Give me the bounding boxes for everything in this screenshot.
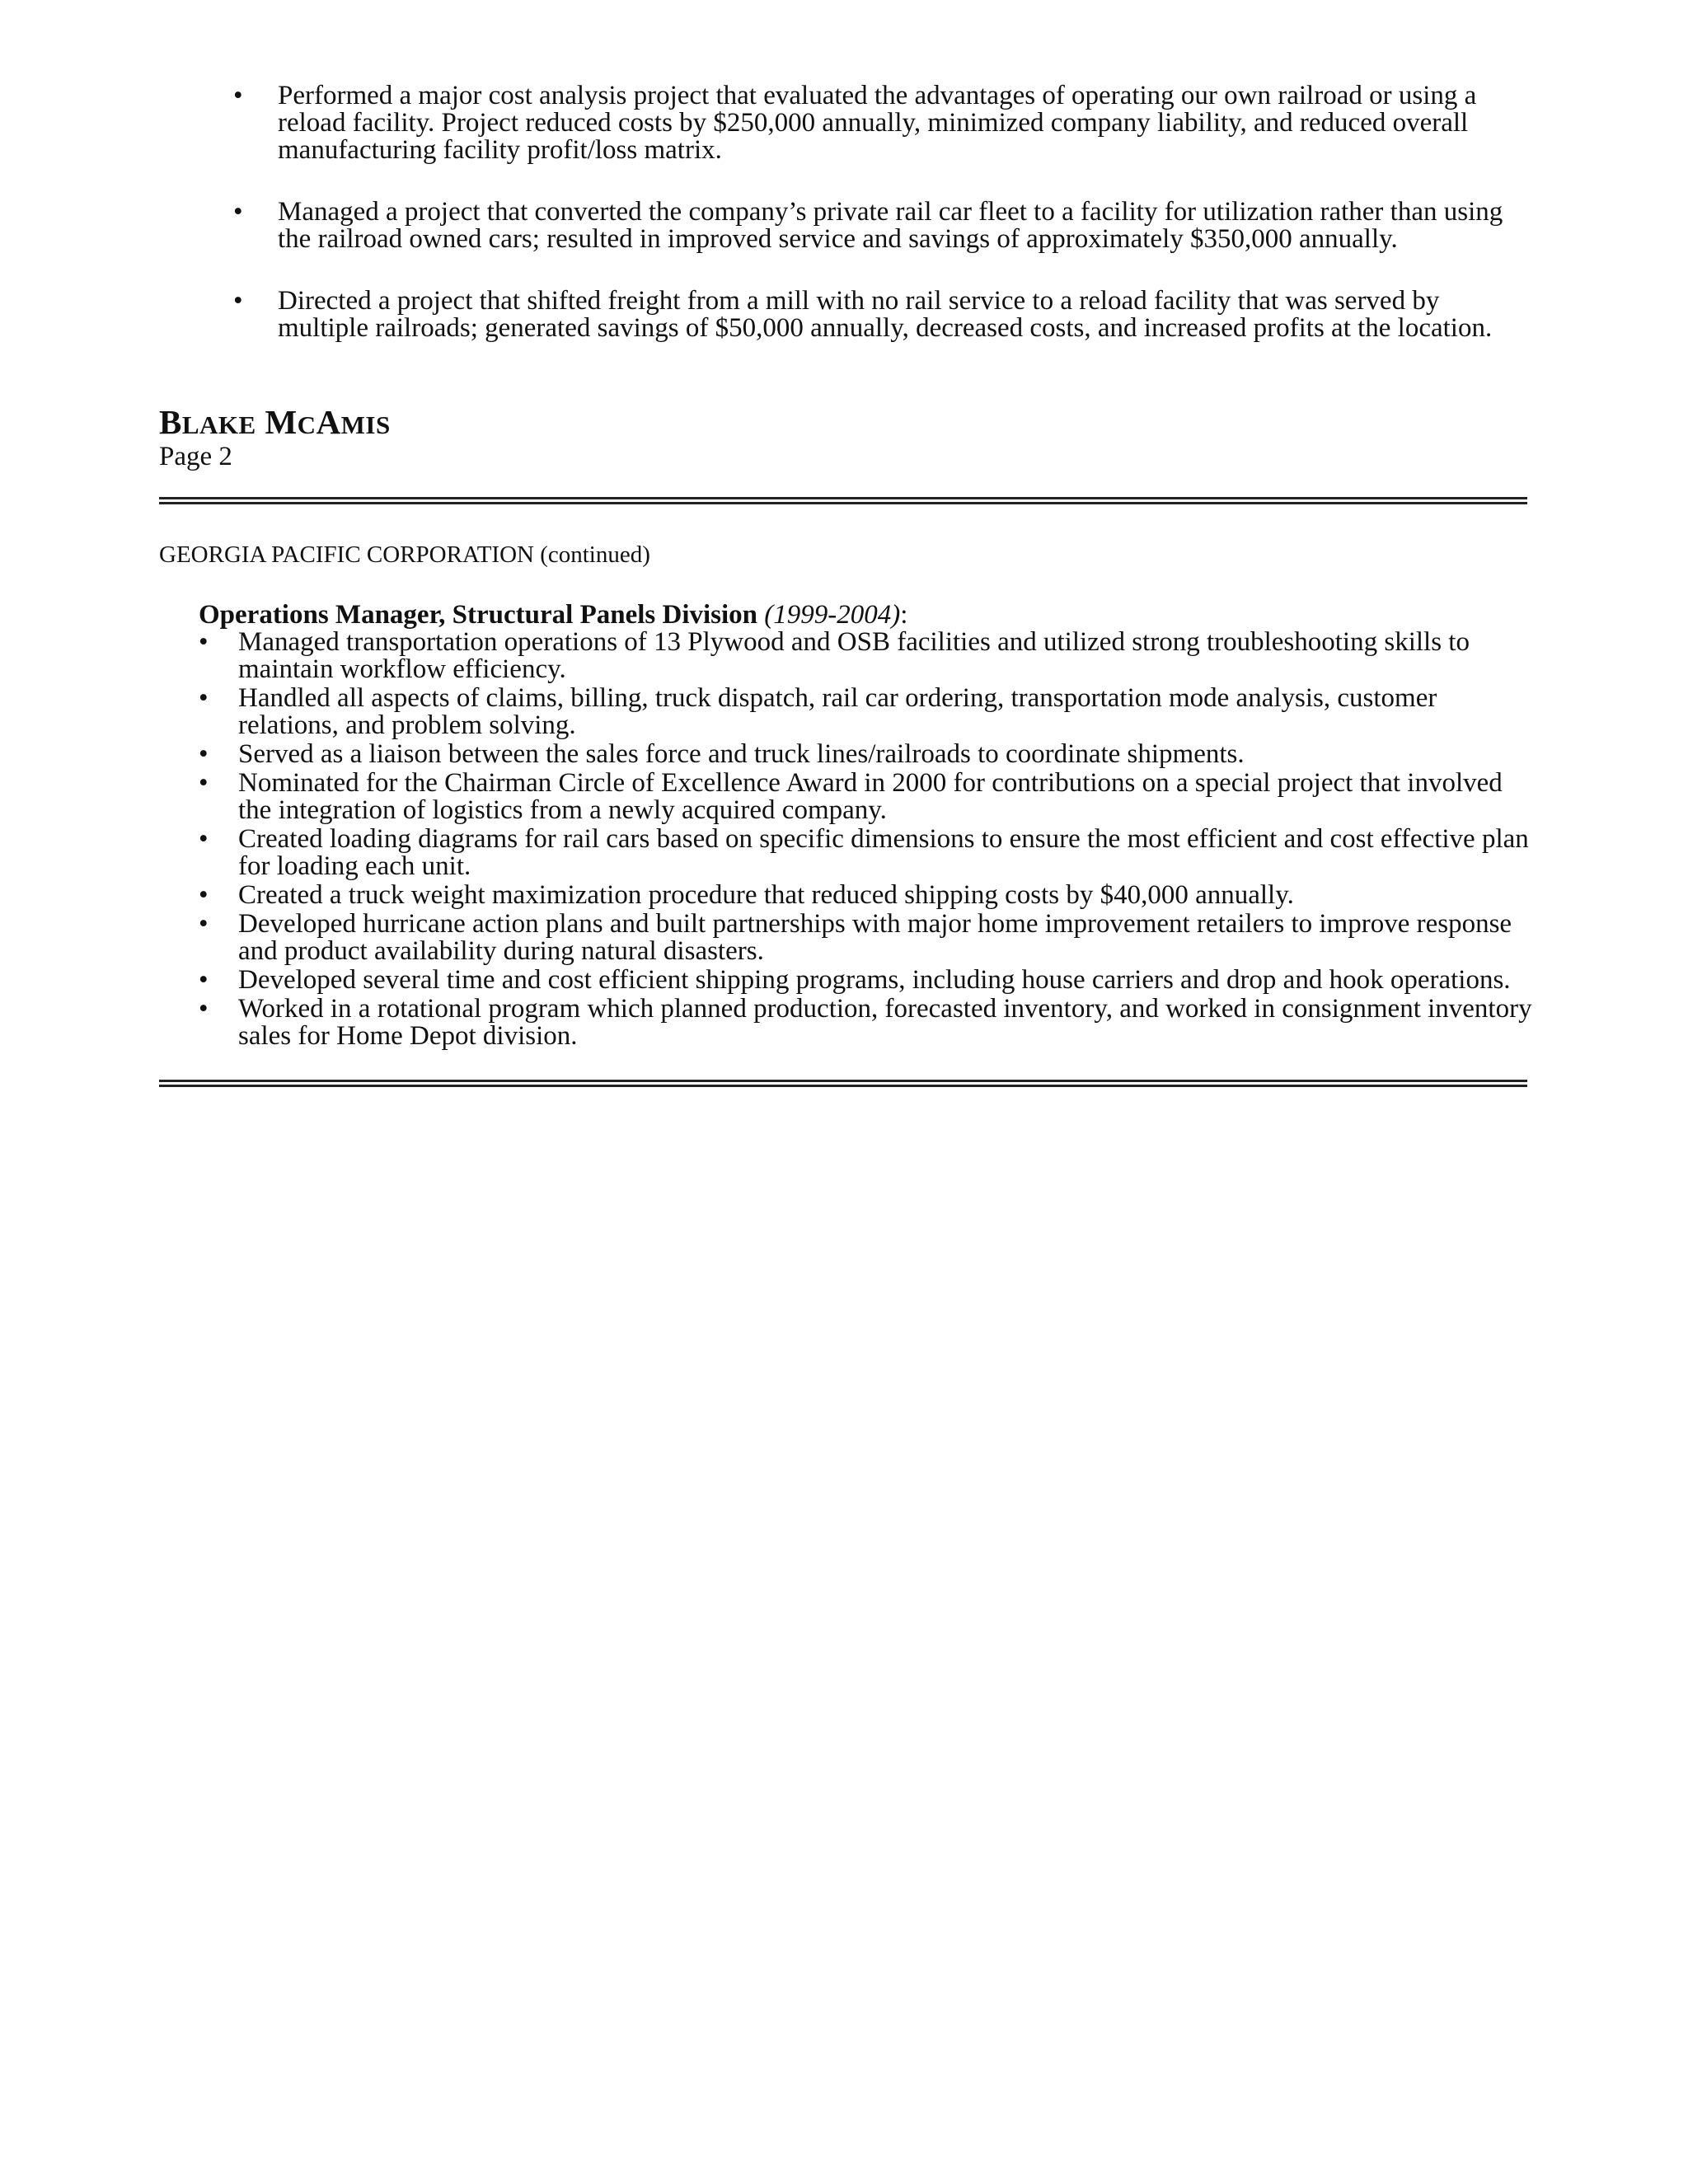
list-item-text: Nominated for the Chairman Circle of Excellence Award in 2000 for contributions on a special project that involved the integration of logistics from a newly acquired company.	[238, 768, 1503, 825]
bullet-icon: •	[199, 739, 209, 769]
bullet-icon: •	[199, 824, 209, 854]
responsibilities-list	[199, 629, 1534, 1052]
page-number: Page 2	[159, 442, 232, 471]
role-title: Operations Manager, Structural Panels Division	[199, 600, 758, 630]
list-item	[199, 996, 1534, 1050]
list-item	[233, 199, 1527, 253]
divider	[159, 497, 1527, 504]
bullet-icon: •	[199, 880, 209, 910]
list-item-text: Managed a project that converted the company’s private rail car fleet to a facility for utilization rather than using the railroad owned cars; resulted in improved service and savings of approximately $350,000 annually.	[278, 197, 1503, 254]
list-item	[199, 967, 1534, 994]
list-item-text: Served as a liaison between the sales force and truck lines/railroads to coordinate shipments.	[238, 739, 1245, 769]
list-item-text: Developed hurricane action plans and built partnerships with major home improvement retailers to improve response and product availability during natural disasters.	[238, 909, 1512, 966]
list-item	[199, 770, 1534, 824]
list-item	[199, 629, 1534, 683]
candidate-name: BLAKE MCAMIS	[159, 403, 391, 441]
list-item-text: Created a truck weight maximization procedure that reduced shipping costs by $40,000 annually.	[238, 880, 1294, 910]
bullet-icon: •	[199, 627, 209, 657]
list-item-text: Handled all aspects of claims, billing, truck dispatch, rail car ordering, transportation mode analysis, customer relations, and problem solving.	[238, 683, 1437, 740]
bullet-icon: •	[199, 768, 209, 798]
list-item-text: Performed a major cost analysis project that evaluated the advantages of operating our own railroad or using a reload facility. Project reduced costs by $250,000 annually, minimized company liability, and reduced overall manufacturing facility profit/loss matrix.	[278, 81, 1477, 165]
list-item	[199, 911, 1534, 965]
company-name: GEORGIA PACIFIC CORPORATION (continued)	[159, 541, 650, 568]
achievements-list	[233, 82, 1527, 377]
bullet-icon: •	[233, 286, 243, 316]
bullet-icon: •	[199, 965, 209, 995]
list-item	[199, 826, 1534, 880]
bullet-icon: •	[233, 197, 243, 227]
list-item	[199, 685, 1534, 739]
job-title: Operations Manager, Structural Panels Division (1999-2004):	[199, 600, 908, 630]
list-item-text: Worked in a rotational program which planned production, forecasted inventory, and worked in consignment inventory sales for Home Depot division.	[238, 994, 1532, 1051]
bullet-icon: •	[199, 994, 209, 1024]
divider	[159, 1080, 1527, 1087]
list-item-text: Directed a project that shifted freight from a mill with no rail service to a reload facility that was served by multiple railroads; generated savings of $50,000 annually, decreased costs, and increased profits at the location.	[278, 286, 1493, 343]
list-item	[199, 741, 1534, 768]
bullet-icon: •	[199, 909, 209, 939]
bullet-icon: •	[199, 683, 209, 713]
role-dates: (1999-2004)	[764, 600, 901, 630]
list-item	[233, 82, 1527, 164]
list-item	[199, 882, 1534, 909]
list-item-text: Developed several time and cost efficient shipping programs, including house carriers and drop and hook operations.	[238, 965, 1511, 995]
list-item	[233, 288, 1527, 342]
list-item-text: Created loading diagrams for rail cars based on specific dimensions to ensure the most efficient and cost effective plan for loading each unit.	[238, 824, 1529, 881]
bullet-icon: •	[233, 81, 243, 110]
list-item-text: Managed transportation operations of 13 Plywood and OSB facilities and utilized strong troubleshooting skills to maintain workflow efficiency.	[238, 627, 1470, 684]
